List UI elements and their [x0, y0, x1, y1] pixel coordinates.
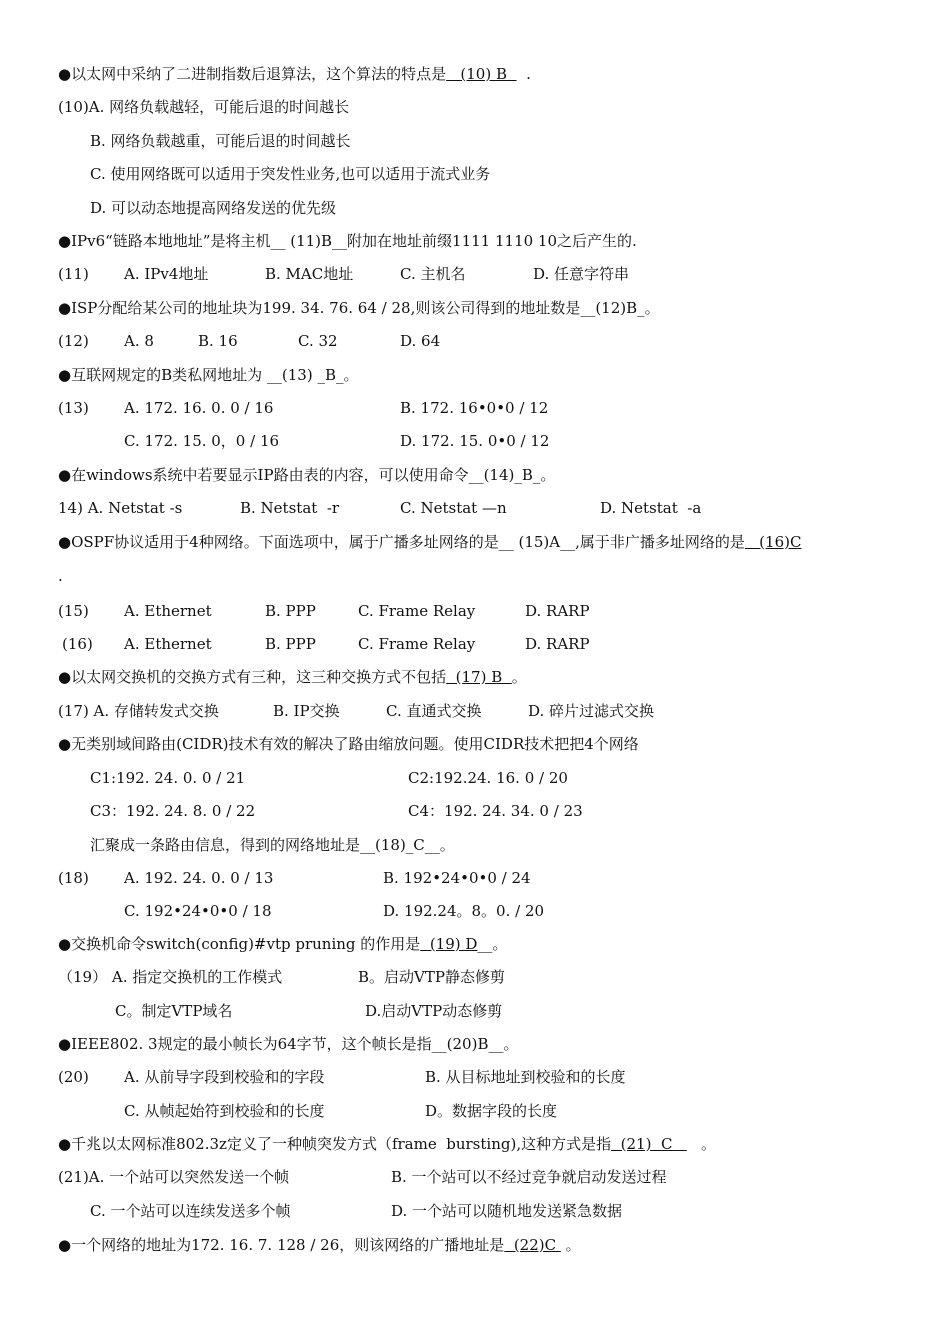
- q10-option-a: (10)A. 网络负载越轻，可能后退的时间越长: [58, 98, 350, 116]
- q17-stem-text: 以太网交换机的交换方式有三种，这三种交换方式不包括: [71, 668, 447, 686]
- q11-stem-text: IPv6“链路本地地址”是将主机__ (11)B__附加在地址前缀1111 1110 10之后产生的.: [71, 232, 637, 250]
- q13-option-b: B. 172. 16•0•0 / 12: [400, 399, 549, 417]
- bullet-icon: ●: [58, 735, 72, 753]
- q21-stem-end: 。: [686, 1135, 717, 1153]
- q20-option-b: B. 从目标地址到校验和的长度: [425, 1068, 626, 1086]
- bullet-icon: ●: [58, 1236, 72, 1254]
- bullet-icon: ●: [58, 299, 72, 317]
- q15-label: (15): [58, 602, 89, 620]
- bullet-icon: ●: [58, 65, 72, 83]
- bullet-icon: ●: [58, 466, 72, 484]
- q14-stem-text: 在windows系统中若要显示IP路由表的内容，可以使用命令__(14)_B_。: [71, 466, 556, 484]
- question-22-stem: [58, 1235, 581, 1255]
- bullet-icon: ●: [58, 366, 72, 384]
- q15-tail-period: .: [58, 567, 63, 585]
- q18-option-b: B. 192•24•0•0 / 24: [383, 869, 531, 887]
- q19-stem-text: 交换机命令switch(config)#vtp pruning 的作用是: [71, 935, 421, 953]
- q19-option-b: B。启动VTP静态修剪: [358, 968, 505, 986]
- q16-option-b: B. PPP: [265, 635, 316, 653]
- q18-network-c4: C4：192. 24. 34. 0 / 23: [408, 802, 583, 820]
- q15-option-d: D. RARP: [525, 602, 590, 620]
- q15-stem-text: OSPF协议适用于4种网络。下面选项中，属于广播多址网络的是__ (15)A__,属于非广播多址网络的是: [71, 533, 745, 551]
- question-18-stem: [58, 734, 639, 754]
- question-10-stem: [58, 64, 531, 84]
- bullet-icon: ●: [58, 668, 72, 686]
- q10-option-c: C. 使用网络既可以适用于突发性业务,也可以适用于流式业务: [90, 165, 491, 183]
- question-12-stem: [58, 298, 660, 318]
- q19-option-a: （19） A. 指定交换机的工作模式: [58, 968, 283, 986]
- q20-label: (20): [58, 1068, 89, 1086]
- q20-option-d: D。数据字段的长度: [425, 1102, 558, 1120]
- q18-label: (18): [58, 869, 89, 887]
- q17-stem-end: 。: [511, 668, 527, 686]
- q18-network-c3: C3：192. 24. 8. 0 / 22: [90, 802, 256, 820]
- q13-label: (13): [58, 399, 89, 417]
- q14-option-a: 14) A. Netstat -s: [58, 499, 183, 517]
- q18-stem-text: 无类别域间路由(CIDR)技术有效的解决了路由缩放问题。使用CIDR技术把把4个网络: [71, 735, 639, 753]
- q10-option-b: B. 网络负载越重，可能后退的时间越长: [90, 132, 351, 150]
- q15-option-b: B. PPP: [265, 602, 316, 620]
- q11-option-a: A. IPv4地址: [124, 265, 209, 283]
- q17-option-d: D. 碎片过滤式交换: [528, 702, 655, 720]
- q11-option-c: C. 主机名: [400, 265, 466, 283]
- q19-stem-end: __。: [477, 935, 508, 953]
- q16-option-d: D. RARP: [525, 635, 590, 653]
- q20-option-a: A. 从前导字段到校验和的字段: [124, 1068, 325, 1086]
- q17-option-c: C. 直通式交换: [386, 702, 482, 720]
- q13-option-d: D. 172. 15. 0•0 / 12: [400, 432, 550, 450]
- question-13-stem: [58, 365, 358, 385]
- q21-answer-blank: (21) C: [611, 1135, 687, 1153]
- q10-option-d: D. 可以动态地提高网络发送的优先级: [90, 199, 337, 217]
- q21-option-c: C. 一个站可以连续发送多个帧: [90, 1202, 291, 1220]
- q18-summary: 汇聚成一条路由信息，得到的网络地址是__(18)_C__。: [90, 836, 455, 854]
- q16-option-a: A. Ethernet: [124, 635, 212, 653]
- q19-answer-blank: (19) D: [420, 935, 478, 953]
- bullet-icon: ●: [58, 232, 72, 250]
- q10-stem-text: 以太网中采纳了二进制指数后退算法，这个算法的特点是: [71, 65, 447, 83]
- bullet-icon: ●: [58, 935, 72, 953]
- q15-option-a: A. Ethernet: [124, 602, 212, 620]
- q18-option-d: D. 192.24。8。0. / 20: [383, 902, 545, 920]
- bullet-icon: ●: [58, 1135, 72, 1153]
- q11-label: (11): [58, 265, 89, 283]
- question-20-stem: [58, 1034, 518, 1054]
- q18-option-a: A. 192. 24. 0. 0 / 13: [124, 869, 274, 887]
- q10-answer-blank: (10) B: [446, 65, 517, 83]
- question-11-stem: [58, 231, 637, 251]
- q21-option-d: D. 一个站可以随机地发送紧急数据: [391, 1202, 623, 1220]
- question-17-stem: [58, 667, 527, 687]
- q18-option-c: C. 192•24•0•0 / 18: [124, 902, 272, 920]
- q15-option-c: C. Frame Relay: [358, 602, 476, 620]
- q12-stem-text: ISP分配给某公司的地址块为199. 34. 76. 64 / 28,则该公司得到的地址数是__(12)B_。: [71, 299, 660, 317]
- q12-option-a: A. 8: [124, 332, 154, 350]
- q16-option-c: C. Frame Relay: [358, 635, 476, 653]
- q19-option-c: C。制定VTP域名: [115, 1002, 233, 1020]
- q17-answer-blank: (17) B: [446, 668, 512, 686]
- q10-stem-end: .: [516, 65, 531, 83]
- q18-network-c2: C2:192.24. 16. 0 / 20: [408, 769, 568, 787]
- q11-option-d: D. 任意字符串: [533, 265, 630, 283]
- q13-stem-text: 互联网规定的B类私网地址为 __(13) _B_。: [71, 366, 359, 384]
- q17-option-b: B. IP交换: [273, 702, 340, 720]
- question-21-stem: [58, 1134, 716, 1154]
- q17-option-a: (17) A. 存储转发式交换: [58, 702, 219, 720]
- q18-network-c1: C1:192. 24. 0. 0 / 21: [90, 769, 246, 787]
- q21-stem-text: 千兆以太网标准802.3z定义了一种帧突发方式（frame bursting),这种方式是指: [71, 1135, 612, 1153]
- q22-stem-text: 一个网络的地址为172. 16. 7. 128 / 26，则该网络的广播地址是: [71, 1236, 505, 1254]
- q14-option-c: C. Netstat —n: [400, 499, 507, 517]
- q16-label: (16): [62, 635, 93, 653]
- q12-option-d: D. 64: [400, 332, 441, 350]
- question-15-stem: [58, 532, 801, 552]
- bullet-icon: ●: [58, 533, 72, 551]
- q13-option-c: C. 172. 15. 0，0 / 16: [124, 432, 280, 450]
- question-19-stem: [58, 934, 507, 954]
- q11-option-b: B. MAC地址: [265, 265, 354, 283]
- q22-stem-end: 。: [560, 1236, 581, 1254]
- q21-option-a: (21)A. 一个站可以突然发送一个帧: [58, 1168, 290, 1186]
- q19-option-d: D.启动VTP动态修剪: [365, 1002, 503, 1020]
- q21-option-b: B. 一个站可以不经过竞争就启动发送过程: [391, 1168, 667, 1186]
- q14-option-b: B. Netstat -r: [240, 499, 340, 517]
- q20-stem-text: IEEE802. 3规定的最小帧长为64字节，这个帧长是指__(20)B__。: [71, 1035, 519, 1053]
- bullet-icon: ●: [58, 1035, 72, 1053]
- q13-option-a: A. 172. 16. 0. 0 / 16: [124, 399, 274, 417]
- q20-option-c: C. 从帧起始符到校验和的长度: [124, 1102, 325, 1120]
- question-14-stem: [58, 465, 555, 485]
- q14-option-d: D. Netstat -a: [600, 499, 702, 517]
- q12-option-c: C. 32: [298, 332, 338, 350]
- q12-label: (12): [58, 332, 89, 350]
- q12-option-b: B. 16: [198, 332, 238, 350]
- q22-answer-blank: (22)C: [504, 1236, 561, 1254]
- q16-answer-blank: (16)C: [744, 533, 802, 551]
